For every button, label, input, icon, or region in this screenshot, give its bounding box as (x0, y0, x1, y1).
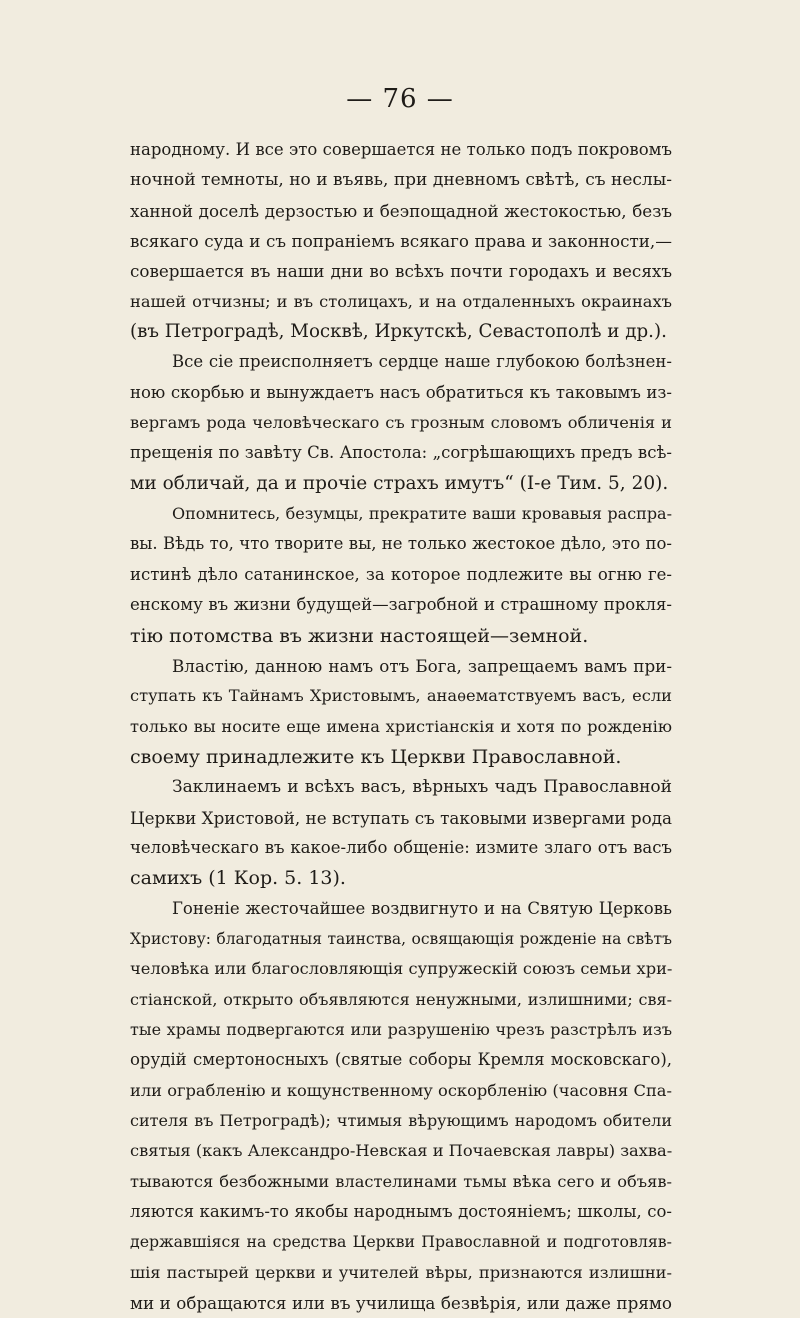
text-line: стіанской, открыто объявляются ненужными, излишними; свя- (130, 989, 672, 1009)
text-line: Церкви Христовой, не вступать съ таковыми извергами рода (130, 807, 672, 828)
text-line: святыя (какъ Александро-Невская и Почаевская лавры) захва- (130, 1141, 673, 1161)
text-line: самихъ (1 Кор. 5. 13). (130, 867, 346, 890)
text-line: Христову: благодатныя таинства, освящающія рожденіе на свѣтъ (130, 929, 672, 948)
text-line: вы. Вѣдь то, что творите вы, не только жестокое дѣло, это по- (130, 534, 672, 554)
text-line: ночной темноты, но и въявь, при дневномъ свѣтѣ, съ неслы- (130, 170, 672, 191)
text-line: орудій смертоносныхъ (святые соборы Кремля московскаго), (130, 1050, 672, 1070)
text-line: Гоненіе жесточайшее воздвигнуто и на Святую Церковь (172, 898, 672, 918)
text-line: тію потомства въ жизни настоящей—земной. (130, 624, 589, 647)
text-line: совершается въ наши дни во всѣхъ почти городахъ и весяхъ (130, 261, 672, 282)
text-line: ми и обращаются или въ училища безвѣрія, или даже прямо (130, 1293, 672, 1314)
body-text (130, 135, 672, 1318)
text-line: своему принадлежите къ Церкви Православной. (130, 745, 622, 768)
text-line: державшіяся на средства Церкви Православной и подготовляв- (130, 1232, 672, 1252)
text-line: или ограбленію и кощунственному оскорбленію (часовня Спа- (130, 1080, 672, 1100)
text-line: ляются какимъ-то якобы народнымъ достояніемъ; школы, со- (130, 1202, 672, 1222)
text-line: истинѣ дѣло сатанинское, за которое подлежите вы огню ге- (130, 564, 672, 584)
text-line: ною скорбью и вынуждаетъ насъ обратиться къ таковымъ из- (130, 382, 672, 402)
text-line: ступать къ Тайнамъ Христовымъ, анаѳематствуемъ васъ, если (130, 686, 672, 706)
text-line: тываются безбожными властелинами тьмы вѣка сего и объяв- (130, 1171, 672, 1191)
text-line: сителя въ Петроградѣ); чтимыя вѣрующимъ народомъ обители (130, 1111, 672, 1130)
text-line: народному. И все это совершается не только подъ покровомъ (130, 140, 672, 159)
text-line: Все сіе преисполняетъ сердце наше глубокою болѣзнен- (172, 352, 672, 372)
text-line: Заклинаемъ и всѣхъ васъ, вѣрныхъ чадъ Православной (172, 777, 672, 798)
text-line: (въ Петроградѣ, Москвѣ, Иркутскѣ, Севастополѣ и др.). (130, 321, 667, 343)
text-line: человѣка или благословляющія супружескій союзъ семьи хри- (130, 959, 673, 979)
text-line: вергамъ рода человѣческаго съ грозным словомъ обличенія и (130, 413, 672, 433)
text-line: прещенія по завѣту Св. Апостола: „согрѣшающихъ предъ всѣ- (130, 443, 672, 463)
text-line: Опомнитесь, безумцы, прекратите ваши кровавыя распра- (172, 504, 672, 524)
text-line: тые храмы подвергаются или разрушенію чрезъ разстрѣлъ изъ (130, 1019, 672, 1039)
text-line: ханной доселѣ дерзостью и беэпощадной жестокостью, безъ (130, 200, 672, 221)
text-line: только вы носите еще имена христіанскія и хотя по рожденію (130, 716, 672, 736)
text-line: Властію, данною намъ отъ Бога, запрещаемъ вамъ при- (172, 655, 672, 676)
text-line: шія пастырей церкви и учителей вѣры, признаются излишни- (130, 1262, 672, 1282)
text-line: енскому въ жизни будущей—загробной и страшному прокля- (130, 595, 672, 615)
page-number: — 76 — (346, 84, 454, 114)
text-line: нашей отчизны; и въ столицахъ, и на отдаленныхъ окраинахъ (130, 291, 672, 311)
text-line: человѣческаго въ какое-либо общеніе: измите злаго отъ васъ (130, 837, 672, 857)
text-line: всякаго суда и съ попраніемъ всякаго права и законности,— (130, 231, 672, 252)
text-line: ми обличай, да и прочіе страхъ имутъ“ (І-е Тим. 5, 20). (130, 472, 669, 494)
